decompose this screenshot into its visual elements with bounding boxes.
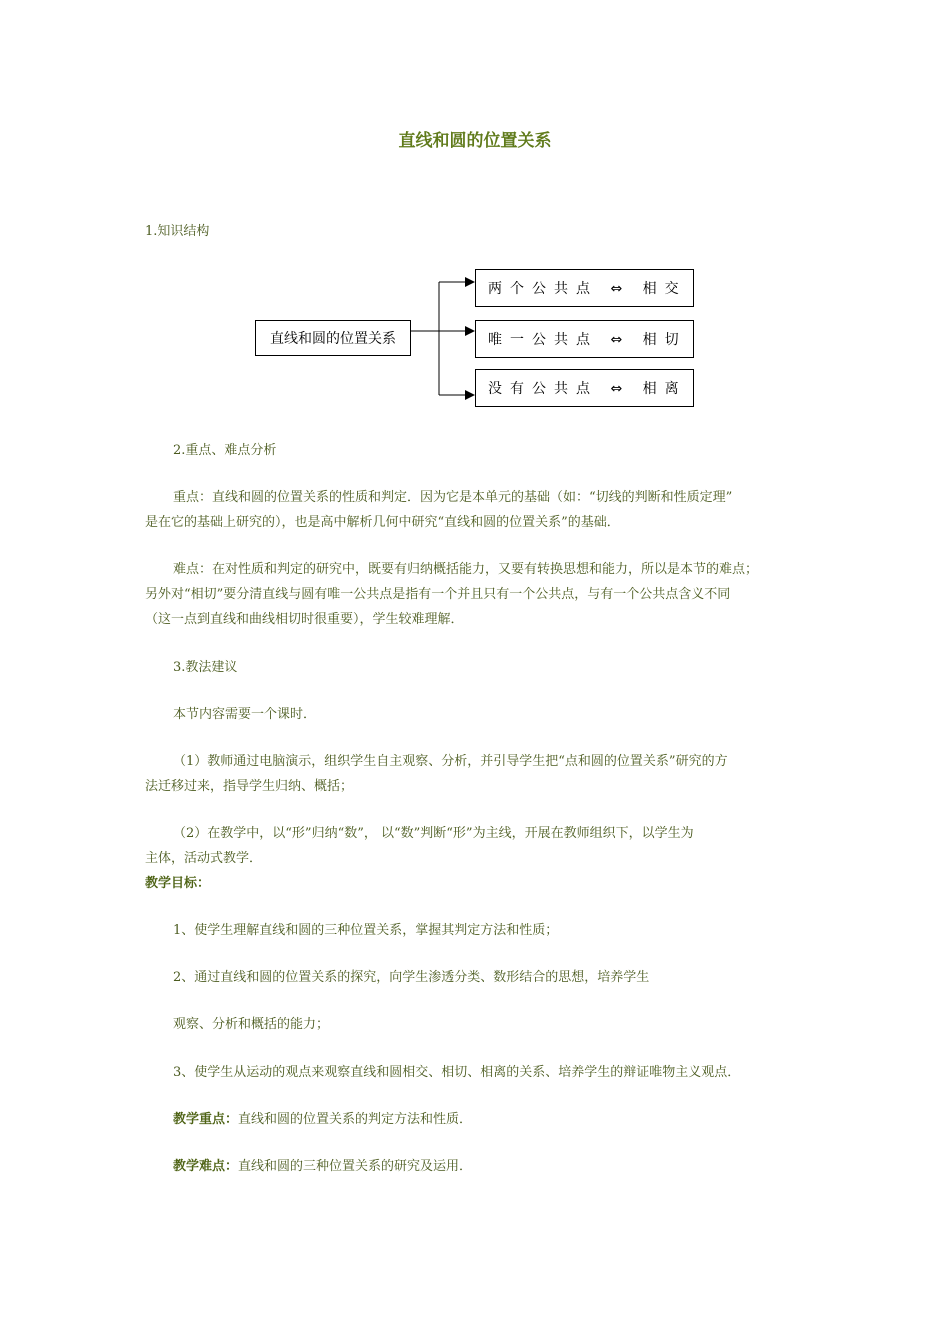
difficulty-line-3: （这一点到直线和曲线相切时很重要），学生较难理解．: [145, 612, 464, 627]
teaching-difficulty-label: 教学难点：: [173, 1159, 239, 1174]
teaching-difficulty-text: 直线和圆的三种位置关系的研究及运用．: [238, 1159, 473, 1174]
key-point-line-2: 是在它的基础上研究的），也是高中解析几何中研究“直线和圆的位置关系”的基础．: [145, 515, 620, 530]
diagram-branch-tangent: 唯一公共点 ⇔ 相切: [475, 320, 694, 358]
teaching-key-text: 直线和圆的位置关系的判定方法和性质．: [238, 1112, 473, 1127]
diagram-branch-separate: 没有公共点 ⇔ 相离: [475, 369, 694, 407]
difficulty-line-2: 另外对“相切”要分清直线与圆有唯一公共点是指有一个并且只有一个公共点，与有一个公共点含义不同: [145, 587, 731, 602]
section-heading-teaching: 3.教法建议: [173, 660, 238, 675]
section-heading-structure: 1.知识结构: [145, 224, 210, 239]
teaching-line-3a: （2）在教学中，以“形”归纳“数”， 以“数”判断“形”为主线，开展在教师组织下，以学生为: [173, 826, 694, 841]
key-point-line-1: 重点：直线和圆的位置关系的性质和判定．因为它是本单元的基础（如：“切线的判断和性质定理”: [173, 490, 733, 505]
goal-1: 1、使学生理解直线和圆的三种位置关系，掌握其判定方法和性质；: [173, 923, 559, 938]
goal-2a: 2、通过直线和圆的位置关系的探究，向学生渗透分类、数形结合的思想，培养学生: [173, 970, 650, 985]
difficulty-line-1: 难点：在对性质和判定的研究中，既要有归纳概括能力，又要有转换思想和能力，所以是本节的难点；: [173, 562, 759, 577]
teaching-line-2a: （1）教师通过电脑演示，组织学生自主观察、分析，并引导学生把“点和圆的位置关系”研究的方: [173, 754, 728, 769]
goals-heading: 教学目标：: [145, 876, 211, 891]
teaching-line-1: 本节内容需要一个课时．: [173, 707, 317, 722]
teaching-line-3b: 主体，活动式教学．: [145, 851, 263, 866]
diagram-center-box: 直线和圆的位置关系: [255, 320, 411, 356]
goal-3: 3、使学生从运动的观点来观察直线和圆相交、相切、相离的关系、培养学生的辩证唯物主义观点．: [173, 1065, 741, 1080]
page-title: 直线和圆的位置关系: [398, 131, 552, 151]
section-heading-key-points: 2.重点、难点分析: [173, 443, 277, 458]
teaching-key-label: 教学重点：: [173, 1112, 239, 1127]
teaching-line-2b: 法迁移过来，指导学生归纳、概括；: [145, 779, 354, 794]
diagram-branch-intersect: 两个公共点 ⇔ 相交: [475, 269, 694, 307]
goal-2b: 观察、分析和概括的能力；: [173, 1017, 330, 1032]
teaching-key-row: [173, 1108, 472, 1132]
teaching-difficulty-row: [173, 1155, 472, 1179]
